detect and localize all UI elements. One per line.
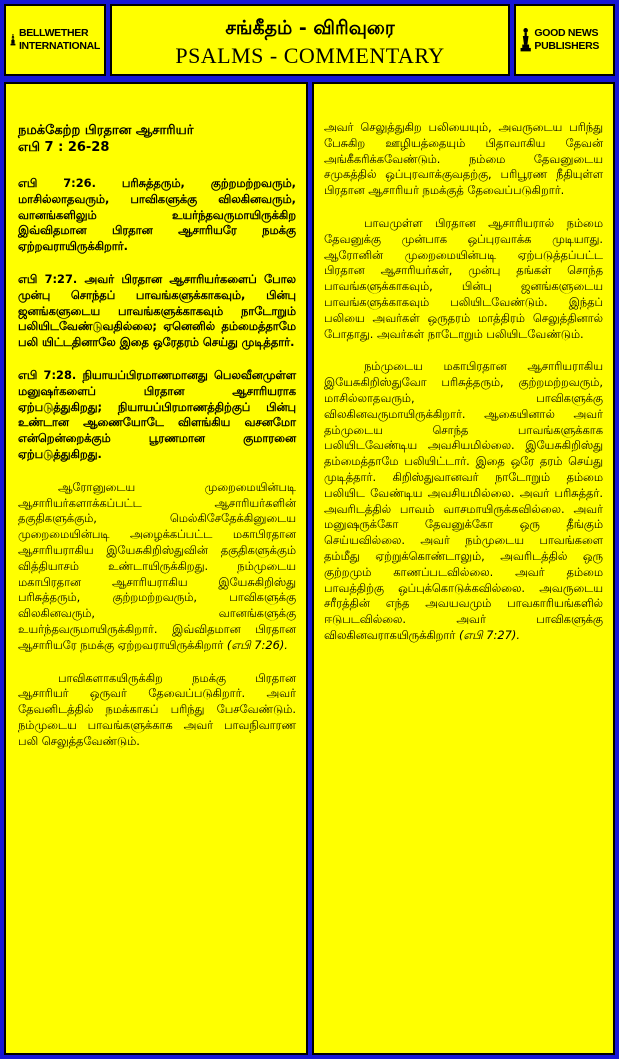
right-column — [312, 82, 615, 1055]
good-news-logo — [514, 4, 615, 76]
section-heading — [18, 122, 296, 156]
heading-reference: எபி 7 : 26-28 — [18, 140, 110, 155]
title-tamil: சங்கீதம் - விரிவுரை — [225, 17, 395, 39]
bellwether-logo — [4, 4, 106, 76]
commentary-paragraph: பாவிகளாகயிருக்கிற நமக்கு பிரதான ஆசாரியர் ஒருவர் தேவைப்படுகிறார். அவர் தேவனிடத்தில் நமக்காகப் பரிந்து பேசவேண்டும். நம்முடைய பாவங்களுக்காக அவர் பாவநிவாரண பலி செலுத்தவேண்டும். — [18, 670, 296, 748]
commentary-paragraph: அவர் செலுத்துகிற பலியையும், அவருடைய பரிந்து பேசுகிற ஊழியத்தையும் பிதாவாகிய தேவன் அங்கீகரிக்கவேண்டும். நம்மை தேவனுடைய சமுகத்தில் ஒப்புரவாக்குவதற்கு, பரிபூரண நீதியுள்ள பிரதான ஆசாரியர் நமக்குத் தேவைப்படுகிறார். — [324, 120, 603, 198]
left-column — [4, 82, 308, 1055]
scripture-reference: (எபி 7:27). — [458, 627, 520, 642]
lamp-tower-icon — [520, 18, 531, 62]
title-english: PSALMS - COMMENTARY — [175, 43, 445, 68]
bellwether-logo-text: BELLWETHER INTERNATIONAL — [18, 27, 101, 52]
commentary-paragraph — [324, 359, 603, 643]
good-news-logo-text: GOOD NEWS PUBLISHERS — [534, 27, 600, 52]
commentary-text: நம்முடைய மகாபிரதான ஆசாரியராகிய இயேசுகிறிஸ்துவோ பரிசுத்தரும், குற்றமற்றவரும், மாசில்லாதவரும், பாவிகளுக்கு விலகினவருமாயிருக்கிறார். ஆகையினால் அவர் தம்முடைய சொந்த பாவங்களுக்காக பலியிடவேண்டிய அவசியமில்லை. இயேசுகிறிஸ்து தம்மைத்தாமே பலியிட்டார். இதை ஒரே தரம் செய்து முடித்தார். கிறிஸ்துவானவர் நாடோறும் தம்மை பலியிட வேண்டிய அவசியமில்லை. அவர் பரிசுத்தர். அவரிடத்தில் பாவம் வாசமாயிருக்கவில்லை. அவர் மனுஷருக்கோ தேவனுக்கோ ஒரு தீங்கும் செய்யவில்லை. அவர் நம்முடைய பாவங்களை தம்மீது ஏற்றுக்கொண்டாலும், அவரிடத்தில் ஒரு குற்றமும் காணப்படவில்லை. அவர் தம்மை பாவத்திற்கு ஒப்புக்கொடுக்கவில்லை. அவருடைய சரீரத்தின் எந்த அவயவமும் பாவகாரியங்களில் ஈடுபடவில்லை. அவர் பாவிகளுக்கு விலகினவராகயிருக்கிறார் — [324, 359, 603, 642]
bell-tower-icon — [10, 18, 16, 62]
verse-7-27: எபி 7:27. அவர் பிரதான ஆசாரியர்களைப் போல முன்பு சொந்தப் பாவங்களுக்காகவும், பின்பு ஜனங்களுடைய பாவங்களுக்காகவும் நாடோறும் பலியிடவேண்டுவதில்லை; ஏனெனில் தம்மைத்தாமே பலி யிட்டதினாலே இதை ஒரேதரம் செய்து முடித்தார். — [18, 271, 296, 350]
commentary-paragraph — [18, 480, 296, 654]
heading-title: நமக்கேற்ற பிரதான ஆசாரியர் — [18, 123, 194, 138]
verse-7-28: எபி 7:28. நியாயப்பிரமாணமானது பெலவீனமுள்ள மனுஷர்களைப் பிரதான ஆசாரியராக ஏற்படுத்துகிறது; நியாயப்பிரமாணத்திற்குப் பின்பு உண்டான ஆணையோடே விளங்கிய வசனமோ என்றென்றைக்கும் பூரணமான குமாரனை ஏற்படுத்துகிறது. — [18, 367, 296, 461]
commentary-paragraph: பாவமுள்ள பிரதான ஆசாரியரால் நம்மை தேவனுக்கு முன்பாக ஒப்புரவாக்க முடியாது. ஆரோனின் முறைமையின்படி ஏற்படுத்தப்பட்ட பிரதான ஆசாரியர்கள், முன்பு தங்கள் சொந்த பாவங்களுக்காகவும், பின்பு ஜனங்களுடைய பாவங்களுக்காகவும் பலியிடவேண்டும். இந்தப் பலியை அவர்கள் ஒருதரம் மாத்திரம் செலுத்தினால் போதாது. அவர்கள் நாடோறும் பலியிடவேண்டும். — [324, 215, 603, 341]
verse-7-26: எபி 7:26. பரிசுத்தரும், குற்றமற்றவரும், மாசில்லாதவரும், பாவிகளுக்கு விலகினவரும், வானங்களிலும் உயர்ந்தவருமாயிருக்கிற இவ்விதமான பிரதான ஆசாரியரே நமக்கு ஏற்றவராயிருக்கிறார். — [18, 176, 296, 254]
scripture-reference: (எபி 7:26). — [226, 637, 288, 652]
commentary-text: ஆரோனுடைய முறைமையின்படி ஆசாரியர்களாக்கப்பட்ட ஆசாரியர்களின் தகுதிகளுக்கும், மெல்கிசேதேக்கினுடைய முறைமையின்படி அழைக்கப்பட்ட மகாபிரதான ஆசாரியராகிய இயேசுகிறிஸ்துவின் தகுதிகளுக்கும் வித்தியாசம் உண்டாயிருக்கிறது. நம்முடைய மகாபிரதான ஆசாரியராகிய இயேசுகிறிஸ்து பரிசுத்தரும், குற்றமற்றவரும், பாவிகளுக்கு விலகினவரும், வானங்களுக்கு உயர்ந்தவருமாயிருக்கிறார். இவ்விதமான பிரதான ஆசாரியரே நமக்கு ஏற்றவராயிருக்கிறார் — [18, 479, 296, 652]
title-banner — [110, 4, 510, 76]
